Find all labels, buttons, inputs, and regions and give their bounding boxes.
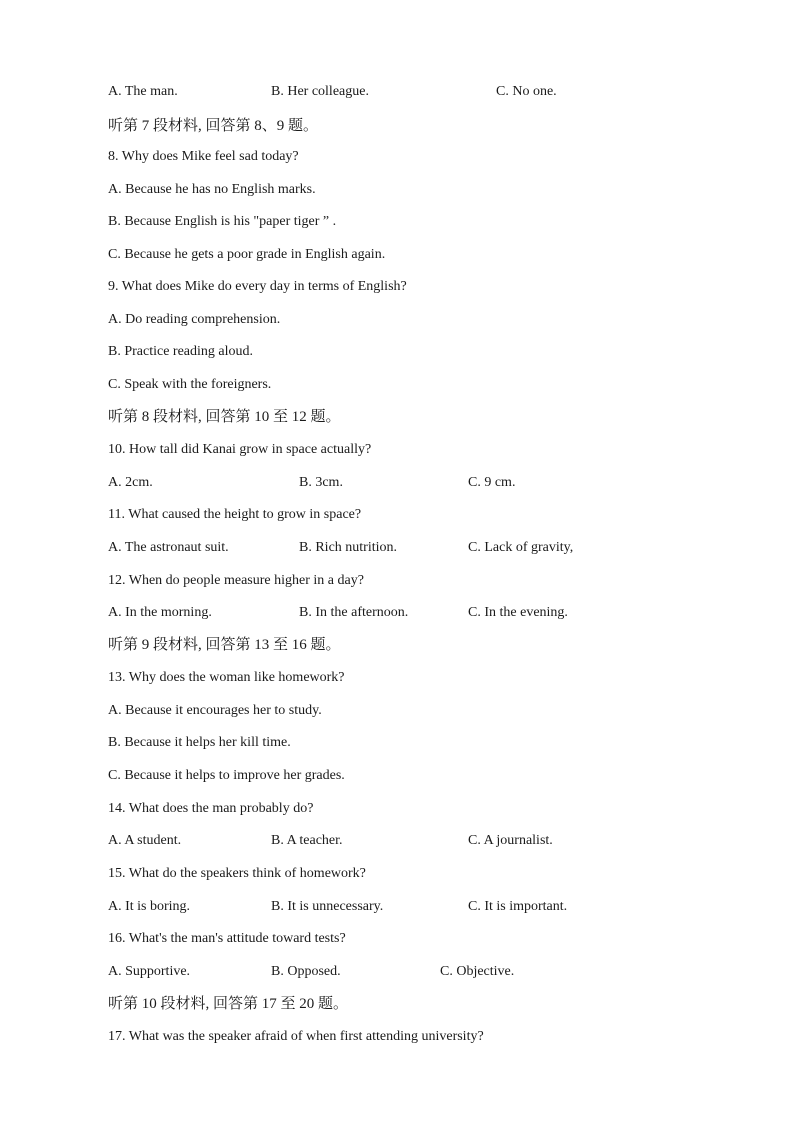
text-line: 16. What's the man's attitude toward tests? [108,931,346,946]
answer-option: B. Opposed. [271,964,341,979]
text-line: 8. Why does Mike feel sad today? [108,149,299,164]
answer-option: A. 2cm. [108,475,153,490]
answer-option: C. A journalist. [468,833,553,848]
answer-option: A. In the morning. [108,605,212,620]
text-line: 15. What do the speakers think of homework? [108,866,366,881]
text-line: B. Practice reading aloud. [108,344,254,359]
answer-option: C. Lack of gravity, [468,540,574,555]
answer-option: C. No one. [496,84,557,99]
section-heading: 听第 10 段材料, 回答第 17 至 20 题。 [108,996,349,1012]
text-line: 17. What was the speaker afraid of when first attending university? [108,1029,484,1044]
section-heading: 听第 8 段材料, 回答第 10 至 12 题。 [108,409,341,425]
text-line: C. Speak with the foreigners. [108,377,272,392]
answer-option: A. Supportive. [108,964,191,979]
answer-option: C. It is important. [468,899,568,914]
answer-option: A. A student. [108,833,182,848]
answer-option: A. It is boring. [108,899,191,914]
text-line: 14. What does the man probably do? [108,801,314,816]
answer-option: B. 3cm. [299,475,343,490]
text-line: B. Because it helps her kill time. [108,735,291,750]
text-line: 9. What does Mike do every day in terms of English? [108,279,407,294]
answer-option: A. The astronaut suit. [108,540,229,555]
text-line: A. Do reading comprehension. [108,312,281,327]
answer-option: B. It is unnecessary. [271,899,384,914]
answer-option: B. A teacher. [271,833,343,848]
answer-option: B. Her colleague. [271,84,369,99]
answer-option: C. 9 cm. [468,475,516,490]
text-line: 13. Why does the woman like homework? [108,670,345,685]
section-heading: 听第 7 段材料, 回答第 8、9 题。 [108,118,319,134]
answer-option: B. Rich nutrition. [299,540,397,555]
text-line: A. Because it encourages her to study. [108,703,322,718]
text-line: B. Because English is his "paper tiger ” . [108,214,337,229]
text-line: 10. How tall did Kanai grow in space actually? [108,442,372,457]
answer-option: C. In the evening. [468,605,568,620]
text-line: A. Because he has no English marks. [108,182,316,197]
section-heading: 听第 9 段材料, 回答第 13 至 16 题。 [108,637,341,653]
text-line: 12. When do people measure higher in a day? [108,573,364,588]
text-line: C. Because it helps to improve her grades. [108,768,345,783]
answer-option: A. The man. [108,84,178,99]
text-line: C. Because he gets a poor grade in English again. [108,247,386,262]
answer-option: C. Objective. [440,964,515,979]
answer-option: B. In the afternoon. [299,605,409,620]
text-line: 11. What caused the height to grow in space? [108,507,362,522]
